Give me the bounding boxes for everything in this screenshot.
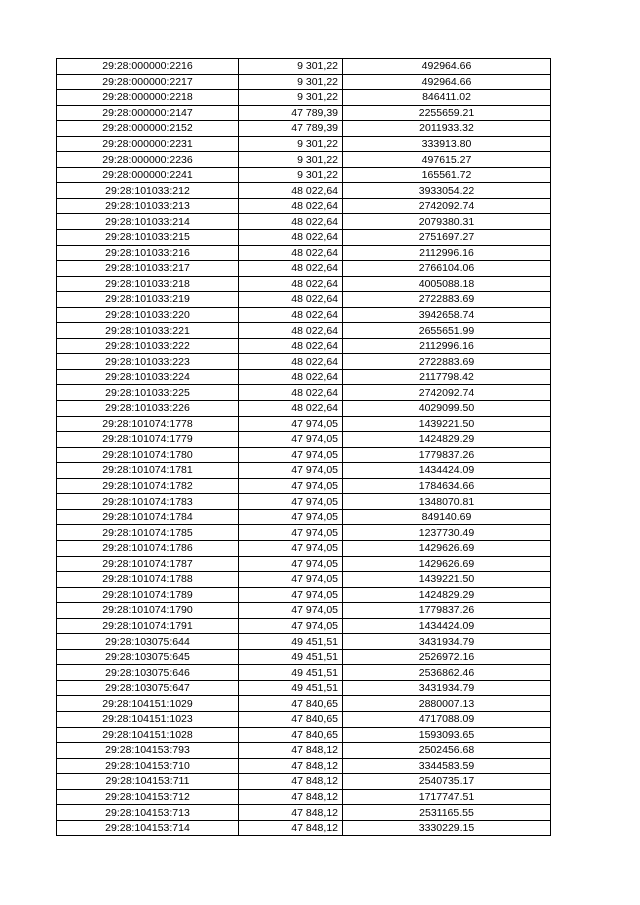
table-row <box>57 587 551 603</box>
cadastral-number-cell: 29:28:101074:1783 <box>57 494 239 510</box>
amount-cell: 2531165.55 <box>343 805 551 821</box>
amount-cell: 333913.80 <box>343 136 551 152</box>
value-cell: 47 974,05 <box>239 509 343 525</box>
amount-cell: 165561.72 <box>343 167 551 183</box>
amount-cell: 1429626.69 <box>343 540 551 556</box>
table-row <box>57 416 551 432</box>
amount-cell: 3933054.22 <box>343 183 551 199</box>
cadastral-number-cell: 29:28:000000:2147 <box>57 105 239 121</box>
cadastral-number-cell: 29:28:101033:224 <box>57 369 239 385</box>
table-row <box>57 556 551 572</box>
cadastral-number-cell: 29:28:101033:213 <box>57 198 239 214</box>
table-row <box>57 603 551 619</box>
value-cell: 48 022,64 <box>239 338 343 354</box>
table-row <box>57 338 551 354</box>
cadastral-number-cell: 29:28:101074:1781 <box>57 463 239 479</box>
cadastral-number-cell: 29:28:104151:1029 <box>57 696 239 712</box>
amount-cell: 2880007.13 <box>343 696 551 712</box>
table-row <box>57 276 551 292</box>
cadastral-number-cell: 29:28:101033:218 <box>57 276 239 292</box>
amount-cell: 1717747.51 <box>343 789 551 805</box>
cadastral-number-cell: 29:28:104153:714 <box>57 820 239 836</box>
cadastral-number-cell: 29:28:000000:2152 <box>57 121 239 137</box>
table-row <box>57 774 551 790</box>
value-cell: 47 974,05 <box>239 587 343 603</box>
value-cell: 47 848,12 <box>239 758 343 774</box>
value-cell: 47 848,12 <box>239 789 343 805</box>
value-cell: 47 974,05 <box>239 540 343 556</box>
table-row <box>57 152 551 168</box>
table-row <box>57 261 551 277</box>
table-row <box>57 711 551 727</box>
value-cell: 48 022,64 <box>239 385 343 401</box>
cadastral-number-cell: 29:28:103075:645 <box>57 649 239 665</box>
amount-cell: 2766104.06 <box>343 261 551 277</box>
table-row <box>57 198 551 214</box>
cadastral-number-cell: 29:28:101033:215 <box>57 230 239 246</box>
value-cell: 9 301,22 <box>239 74 343 90</box>
value-cell: 49 451,51 <box>239 634 343 650</box>
cadastral-number-cell: 29:28:101074:1787 <box>57 556 239 572</box>
value-cell: 9 301,22 <box>239 152 343 168</box>
cadastral-table <box>56 58 551 836</box>
table-row <box>57 385 551 401</box>
cadastral-number-cell: 29:28:000000:2236 <box>57 152 239 168</box>
table-row <box>57 292 551 308</box>
table-row <box>57 649 551 665</box>
table-row <box>57 90 551 106</box>
value-cell: 48 022,64 <box>239 369 343 385</box>
value-cell: 47 974,05 <box>239 556 343 572</box>
cadastral-number-cell: 29:28:101033:212 <box>57 183 239 199</box>
table-row <box>57 478 551 494</box>
table-row <box>57 121 551 137</box>
table-row <box>57 789 551 805</box>
table-row <box>57 323 551 339</box>
cadastral-number-cell: 29:28:104151:1023 <box>57 711 239 727</box>
amount-cell: 4029099.50 <box>343 401 551 417</box>
table-row <box>57 758 551 774</box>
cadastral-number-cell: 29:28:101074:1779 <box>57 432 239 448</box>
cadastral-number-cell: 29:28:000000:2217 <box>57 74 239 90</box>
table-row <box>57 74 551 90</box>
cadastral-number-cell: 29:28:101033:226 <box>57 401 239 417</box>
amount-cell: 1779837.26 <box>343 603 551 619</box>
amount-cell: 1439221.50 <box>343 416 551 432</box>
cadastral-number-cell: 29:28:000000:2218 <box>57 90 239 106</box>
cadastral-number-cell: 29:28:104153:710 <box>57 758 239 774</box>
cadastral-number-cell: 29:28:000000:2216 <box>57 59 239 75</box>
table-row <box>57 354 551 370</box>
amount-cell: 2112996.16 <box>343 245 551 261</box>
cadastral-number-cell: 29:28:101033:216 <box>57 245 239 261</box>
amount-cell: 846411.02 <box>343 90 551 106</box>
cadastral-number-cell: 29:28:101074:1780 <box>57 447 239 463</box>
cadastral-number-cell: 29:28:103075:646 <box>57 665 239 681</box>
value-cell: 48 022,64 <box>239 245 343 261</box>
cadastral-number-cell: 29:28:104153:711 <box>57 774 239 790</box>
amount-cell: 1424829.29 <box>343 587 551 603</box>
amount-cell: 2502456.68 <box>343 743 551 759</box>
table-row <box>57 680 551 696</box>
value-cell: 49 451,51 <box>239 680 343 696</box>
table-row <box>57 183 551 199</box>
value-cell: 48 022,64 <box>239 354 343 370</box>
amount-cell: 3431934.79 <box>343 634 551 650</box>
value-cell: 47 840,65 <box>239 711 343 727</box>
amount-cell: 1424829.29 <box>343 432 551 448</box>
amount-cell: 2722883.69 <box>343 292 551 308</box>
cadastral-number-cell: 29:28:101074:1784 <box>57 509 239 525</box>
value-cell: 48 022,64 <box>239 401 343 417</box>
amount-cell: 1348070.81 <box>343 494 551 510</box>
table-row <box>57 214 551 230</box>
table-row <box>57 805 551 821</box>
amount-cell: 3942658.74 <box>343 307 551 323</box>
table-row <box>57 136 551 152</box>
cadastral-number-cell: 29:28:103075:644 <box>57 634 239 650</box>
amount-cell: 1779837.26 <box>343 447 551 463</box>
value-cell: 48 022,64 <box>239 323 343 339</box>
value-cell: 9 301,22 <box>239 59 343 75</box>
value-cell: 9 301,22 <box>239 136 343 152</box>
table-row <box>57 618 551 634</box>
value-cell: 47 848,12 <box>239 774 343 790</box>
amount-cell: 2742092.74 <box>343 385 551 401</box>
value-cell: 9 301,22 <box>239 167 343 183</box>
amount-cell: 4717088.09 <box>343 711 551 727</box>
value-cell: 47 789,39 <box>239 121 343 137</box>
value-cell: 47 974,05 <box>239 416 343 432</box>
value-cell: 47 848,12 <box>239 743 343 759</box>
value-cell: 47 974,05 <box>239 525 343 541</box>
value-cell: 48 022,64 <box>239 230 343 246</box>
amount-cell: 492964.66 <box>343 74 551 90</box>
amount-cell: 1434424.09 <box>343 463 551 479</box>
cadastral-number-cell: 29:28:101074:1782 <box>57 478 239 494</box>
amount-cell: 1434424.09 <box>343 618 551 634</box>
cadastral-number-cell: 29:28:101033:214 <box>57 214 239 230</box>
table-row <box>57 572 551 588</box>
cadastral-number-cell: 29:28:000000:2231 <box>57 136 239 152</box>
cadastral-number-cell: 29:28:101033:219 <box>57 292 239 308</box>
amount-cell: 3344583.59 <box>343 758 551 774</box>
value-cell: 47 974,05 <box>239 603 343 619</box>
table-row <box>57 820 551 836</box>
value-cell: 47 848,12 <box>239 805 343 821</box>
value-cell: 48 022,64 <box>239 261 343 277</box>
table-row <box>57 743 551 759</box>
amount-cell: 2722883.69 <box>343 354 551 370</box>
value-cell: 47 840,65 <box>239 696 343 712</box>
cadastral-number-cell: 29:28:101074:1785 <box>57 525 239 541</box>
value-cell: 47 974,05 <box>239 447 343 463</box>
value-cell: 47 974,05 <box>239 463 343 479</box>
table-row <box>57 401 551 417</box>
amount-cell: 3431934.79 <box>343 680 551 696</box>
amount-cell: 3330229.15 <box>343 820 551 836</box>
amount-cell: 2655651.99 <box>343 323 551 339</box>
amount-cell: 849140.69 <box>343 509 551 525</box>
value-cell: 47 974,05 <box>239 572 343 588</box>
value-cell: 48 022,64 <box>239 198 343 214</box>
value-cell: 48 022,64 <box>239 214 343 230</box>
table-row <box>57 727 551 743</box>
table-row <box>57 634 551 650</box>
amount-cell: 2112996.16 <box>343 338 551 354</box>
cadastral-number-cell: 29:28:101033:221 <box>57 323 239 339</box>
amount-cell: 1439221.50 <box>343 572 551 588</box>
table-row <box>57 307 551 323</box>
amount-cell: 2079380.31 <box>343 214 551 230</box>
value-cell: 47 974,05 <box>239 478 343 494</box>
table-row <box>57 540 551 556</box>
amount-cell: 2536862.46 <box>343 665 551 681</box>
cadastral-number-cell: 29:28:101074:1788 <box>57 572 239 588</box>
table-row <box>57 696 551 712</box>
value-cell: 48 022,64 <box>239 292 343 308</box>
cadastral-number-cell: 29:28:101033:223 <box>57 354 239 370</box>
amount-cell: 2742092.74 <box>343 198 551 214</box>
cadastral-number-cell: 29:28:104153:713 <box>57 805 239 821</box>
cadastral-number-cell: 29:28:104153:793 <box>57 743 239 759</box>
cadastral-number-cell: 29:28:101074:1790 <box>57 603 239 619</box>
value-cell: 47 974,05 <box>239 494 343 510</box>
value-cell: 48 022,64 <box>239 183 343 199</box>
value-cell: 47 840,65 <box>239 727 343 743</box>
table-row <box>57 369 551 385</box>
value-cell: 49 451,51 <box>239 649 343 665</box>
amount-cell: 1237730.49 <box>343 525 551 541</box>
value-cell: 47 974,05 <box>239 618 343 634</box>
cadastral-number-cell: 29:28:000000:2241 <box>57 167 239 183</box>
value-cell: 47 848,12 <box>239 820 343 836</box>
amount-cell: 497615.27 <box>343 152 551 168</box>
value-cell: 48 022,64 <box>239 276 343 292</box>
amount-cell: 2540735.17 <box>343 774 551 790</box>
cadastral-number-cell: 29:28:101033:222 <box>57 338 239 354</box>
table-row <box>57 463 551 479</box>
value-cell: 47 974,05 <box>239 432 343 448</box>
cadastral-number-cell: 29:28:104153:712 <box>57 789 239 805</box>
amount-cell: 1429626.69 <box>343 556 551 572</box>
table-row <box>57 447 551 463</box>
cadastral-number-cell: 29:28:101074:1789 <box>57 587 239 603</box>
table-row <box>57 494 551 510</box>
amount-cell: 1593093.65 <box>343 727 551 743</box>
amount-cell: 4005088.18 <box>343 276 551 292</box>
table-row <box>57 105 551 121</box>
value-cell: 9 301,22 <box>239 90 343 106</box>
table-row <box>57 167 551 183</box>
amount-cell: 2011933.32 <box>343 121 551 137</box>
cadastral-number-cell: 29:28:101033:217 <box>57 261 239 277</box>
table-row <box>57 509 551 525</box>
table-row <box>57 432 551 448</box>
amount-cell: 2255659.21 <box>343 105 551 121</box>
cadastral-number-cell: 29:28:101033:225 <box>57 385 239 401</box>
value-cell: 48 022,64 <box>239 307 343 323</box>
amount-cell: 2751697.27 <box>343 230 551 246</box>
cadastral-number-cell: 29:28:104151:1028 <box>57 727 239 743</box>
amount-cell: 1784634.66 <box>343 478 551 494</box>
table-row <box>57 525 551 541</box>
table-row <box>57 230 551 246</box>
cadastral-number-cell: 29:28:101033:220 <box>57 307 239 323</box>
amount-cell: 2526972.16 <box>343 649 551 665</box>
table-row <box>57 59 551 75</box>
amount-cell: 492964.66 <box>343 59 551 75</box>
cadastral-number-cell: 29:28:101074:1791 <box>57 618 239 634</box>
amount-cell: 2117798.42 <box>343 369 551 385</box>
cadastral-number-cell: 29:28:103075:647 <box>57 680 239 696</box>
cadastral-number-cell: 29:28:101074:1778 <box>57 416 239 432</box>
value-cell: 49 451,51 <box>239 665 343 681</box>
table-body <box>57 59 551 836</box>
value-cell: 47 789,39 <box>239 105 343 121</box>
cadastral-number-cell: 29:28:101074:1786 <box>57 540 239 556</box>
table-row <box>57 665 551 681</box>
table-row <box>57 245 551 261</box>
